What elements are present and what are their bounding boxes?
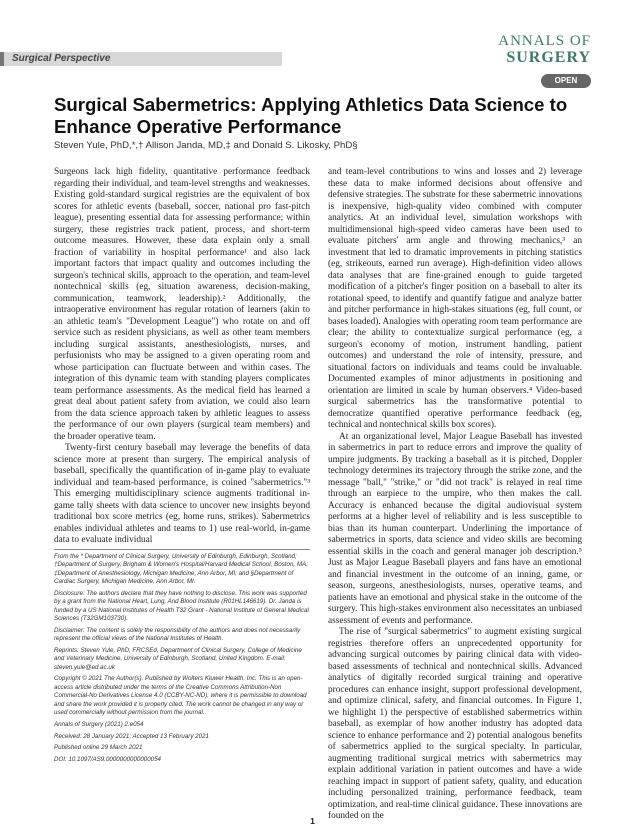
body-column-right	[328, 167, 582, 823]
body-paragraph: At an organizational level, Major League Baseball has invested in sabermetrics in part to reduce errors and improve the quality of umpire judgments. By tracking a baseball as it is pitched, Doppler technology determines its trajectory through the strike zone, and the message "ball," "strike," or "did not track" is relayed in real time through an earpiece to the umpire, who then makes the call. Accuracy is enhanced because the digital audiovisual system performs at a higher level of reliability and is less susceptible to bias than its human counterpart. Underlining the importance of sabermetrics in sports, data science and video skills are becoming essential skills in the coach and general manager job description.⁵ Just as Major League Baseball players and fans have an emotional and financial investment in the outcome of an inning, game, or season, surgeons, anesthesiologists, nurses, operative teams, and patients have an emotional and physical stake in the outcome of the surgery. This high-stakes environment also necessitates an unbiased assessment of events and performance.	[328, 431, 582, 626]
section-label: Surgical Perspective	[12, 53, 111, 64]
journal-logo-line2: SURGERY	[506, 49, 591, 66]
footnote-published: Published online 29 March 2021	[54, 744, 143, 752]
body-paragraph: The rise of "surgical sabermetrics" to augment existing surgical registries therefore offers an unprecedented opportunity for advancing surgical outcomes by pairing clinical data with video-based assessments of technical and nontechnical skills. Advanced analytics of digitally recorded surgical training and operative procedures can enhance insight, support professional development, and optimize clinical, safety, and financial outcomes. In Figure 1, we highlight 1) the perspective of established sabermetrics within baseball, as exemplar of how another industry has adopted data science to enhance performance and 2) potential analogous benefits of sabermetrics applied to the surgical specialty. In particular, augmenting traditional surgical metrics with sabermetrics may explain additional variation in patient outcomes and have a wide reaching impact in support of patient safety, quality, and education including personalized training, performance feedback, team optimization, and real-time clinical guidance. These innovations are founded on the	[328, 627, 582, 821]
footnotes	[54, 549, 310, 768]
open-access-badge: OPEN	[541, 74, 591, 88]
body-paragraph: and team-level contributions to wins and losses and 2) leverage these data to make informed decisions about offensive and defensive strategies. The substrate for these sabermetric innovations is inexpensive, high-quality video combined with computer analytics. At an individual level, simulation workshops with multidimensional high-speed video cameras have been used to evaluate pitchers' arm angle and throwing mechanics,³ an investment that led to dramatic improvements in pitching statistics (eg, strikeouts, earned run average). High-definition video allows data analyses that are fine-grained enough to guide targeted modification of a pitcher's finger position on a baseball to alter its rotational speed, to identify and quantify fatigue and analyze batter and pitcher performance in high-stakes situations (eg, full count, or bases loaded). Analogies with operating room team performance are clear; the ability to contextualize surgical performance (eg, a surgeon's economy of motion, instrument handling, patient outcomes) and understand the role of intensity, pressure, and situational factors on individuals and teams could be invaluable. Documented examples of minor adjustments in positioning and orientation are limited in scale by human observers.⁴ Video-based surgical sabermetrics has the transformative potential to democratize quantified operative performance feedback (eg, technical and nontechnical skills box scores).	[328, 167, 582, 430]
footnote-affiliations: From the * Department of Clinical Surgery, University of Edinburgh, Edinburgh, Scotland; †Department of Surgery, Brigham & Women's Hospital/Harvard Medical School, Boston, MA; ‡Department of Anesthesiology, Michigan Medicine, Ann Arbor, MI; and §Department of Cardiac Surgery, Michigan Medicine, Ann Arbor, MI.	[54, 553, 308, 586]
page-number: 1	[310, 816, 315, 826]
section-band-accent	[0, 52, 4, 66]
journal-logo-line1: ANNALS OF	[498, 33, 591, 49]
footnote-received: Received: 28 January 2021; Accepted 13 February 2021	[54, 732, 209, 740]
section-band	[0, 52, 282, 66]
article-authors: Steven Yule, PhD,*,† Allison Janda, MD,‡ and Donald S. Likosky, PhD§	[54, 140, 358, 151]
footnote-citation: Annals of Surgery (2021) 2:e054	[54, 720, 144, 728]
footnote-doi: DOI: 10.1097/AS9.0000000000000054	[54, 756, 161, 764]
body-paragraph: Twenty-first century baseball may leverage the benefits of data science more at present than surgery. The empirical analysis of baseball, specifically the quantification of in-game play to evaluate individual and team-based performance, is coined "sabermetrics."³ This emerging multidisciplinary science augments traditional in-game tally sheets with data science to uncover new insights beyond traditional box score metrics (eg, home runs, strikes). Sabermetrics enables individual athletes and teams to 1) use real-world, in-game data to evaluate individual	[54, 443, 310, 545]
body-paragraph: Surgeons lack high fidelity, quantitative performance feedback regarding their individual, and team-level strengths and weaknesses. Existing gold-standard surgical registries are the equivalent of box scores for athletic events (baseball, soccer, national pro fast-pitch league), presenting essential data for assessing performance; within surgery, these registries track patient, process, and short-term outcome measures. However, these data explain only a small fraction of variability in hospital performance¹ and also lack important factors that impact quality and outcomes including the surgeon's technical skills, approach to the operation, and team-level nontechnical skills (eg, situation awareness, decision-making, communication, teamwork, leadership).² Additionally, the intraoperative environment has regular rotation of learners (akin to an athletic team's "Development League") who rotate on and off service such as resident physicians, as well as other team members including surgical assistants, anesthesiologists, nurses, and perfusionists who may be assigned to a given operating room and whose participation can fluctuate between and within cases. The integration of this dynamic team with standing players complicates team performance assessments. As the medical field has learned a great deal about patient safety from aviation, we could also learn from the data science approach taken by athletic leagues to assess the performance of our own players (surgical team members) and the broader operative team.	[54, 167, 310, 442]
footnote-disclosure: Disclosure: The authors declare that they have nothing to disclose. This work was supported by a grant from the National Heart, Lung, And Blood Institute (R01HL146619). Dr. Janda is funded by a US National Institutes of Health T32 Grant - National Institute of General Medical Sciences (T32GM103730).	[54, 589, 309, 622]
footnote-reprints: Reprints: Steven Yule, PhD, FRCSEd, Department of Clinical Surgery, College of Medicine and Veterinary Medicine, University of Edinburgh, Scotland, United Kingdom. E-mail: steven.yule@ed.ac.uk	[54, 646, 302, 671]
footnote-copyright: Copyright © 2021 The Author(s). Published by Wolters Kluwer Health, Inc. This is an open-access article distributed under the terms of the Creative Commons Attribution-Non Commercial-No Derivatives License 4.0 (CCBY-NC-ND), where it is permissible to download and share the work provided it is properly cited. The work cannot be changed in any way or used commercially without permission from the journal.	[54, 675, 307, 716]
article-title: Surgical Sabermetrics: Applying Athletics Data Science to Enhance Operative Performance	[54, 94, 568, 137]
footnote-disclaimer: Disclaimer: The content is solely the responsibility of the authors and does not necessarily represent the official views of the National Institutes of Health.	[54, 626, 301, 643]
body-column-left	[54, 167, 310, 547]
